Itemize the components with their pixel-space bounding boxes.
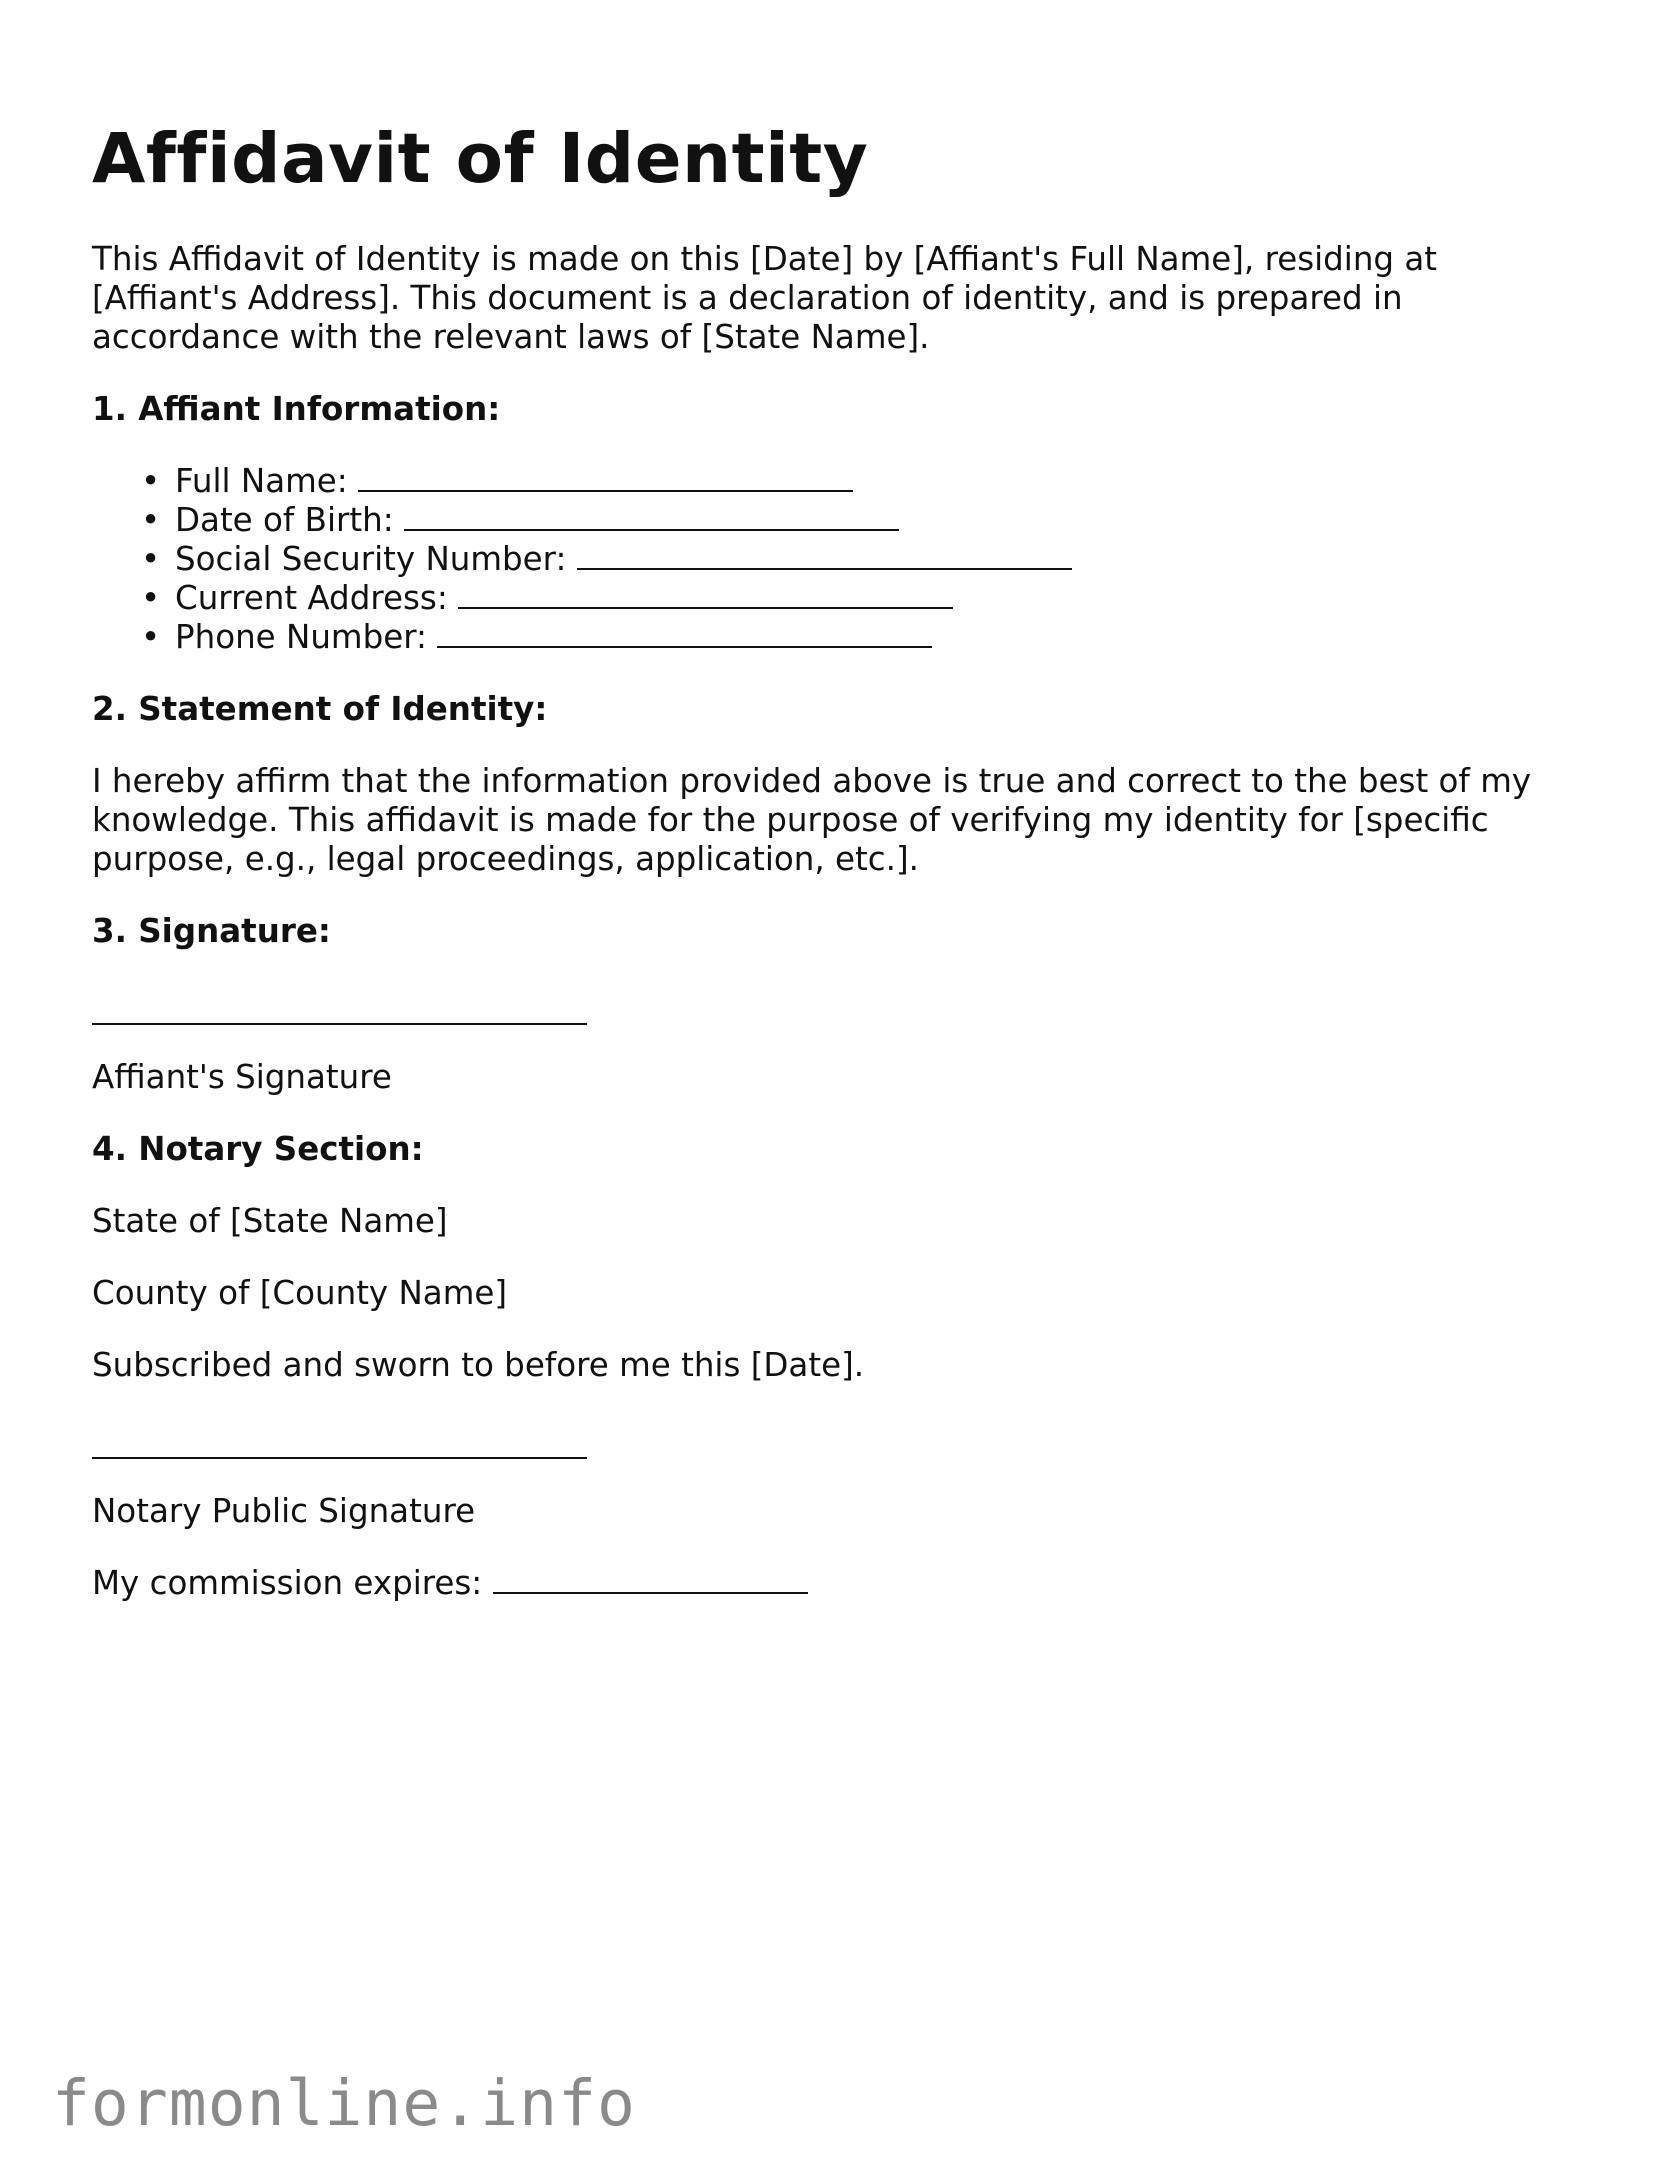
commission-expires-row xyxy=(92,1564,1592,1603)
section-notary-heading: 4. Notary Section: xyxy=(92,1130,424,1168)
phone-number-label: Phone Number: xyxy=(175,618,427,656)
notary-signature-label: Notary Public Signature xyxy=(92,1492,476,1530)
notary-signature-line[interactable] xyxy=(92,1457,587,1459)
current-address-blank[interactable] xyxy=(458,581,953,609)
notary-sworn-statement: Subscribed and sworn to before me this [Date]. xyxy=(92,1346,865,1384)
list-item-ssn xyxy=(92,540,1592,579)
section-statement-heading: 2. Statement of Identity: xyxy=(92,690,548,728)
bullet-icon: • xyxy=(141,462,161,500)
full-name-label: Full Name: xyxy=(175,462,348,500)
commission-expires-label: My commission expires: xyxy=(92,1564,483,1602)
list-item-full-name xyxy=(92,462,1592,501)
bullet-icon: • xyxy=(141,618,161,656)
ssn-label: Social Security Number: xyxy=(175,540,567,578)
notary-county: County of [County Name] xyxy=(92,1274,508,1312)
ssn-blank[interactable] xyxy=(577,542,1072,570)
intro-paragraph: This Affidavit of Identity is made on this [Date] by [Affiant's Full Name], residing at [Affiant's Address]. This document is a declaration of identity, and is prepared in accordance with the relevant laws of [State Name]. xyxy=(92,240,1438,356)
section-signature-heading: 3. Signature: xyxy=(92,912,331,950)
bullet-icon: • xyxy=(141,501,161,539)
document-title: Affidavit of Identity xyxy=(92,119,869,199)
list-item-current-address xyxy=(92,579,1592,618)
commission-expires-blank[interactable] xyxy=(493,1566,808,1594)
full-name-blank[interactable] xyxy=(358,464,853,492)
notary-state: State of [State Name] xyxy=(92,1202,448,1240)
bullet-icon: • xyxy=(141,540,161,578)
list-item-phone-number xyxy=(92,618,1592,657)
date-of-birth-blank[interactable] xyxy=(404,503,899,531)
bullet-icon: • xyxy=(141,579,161,617)
phone-number-blank[interactable] xyxy=(437,620,932,648)
section-affiant-information-heading: 1. Affiant Information: xyxy=(92,390,501,428)
current-address-label: Current Address: xyxy=(175,579,448,617)
affiant-signature-line[interactable] xyxy=(92,1023,587,1025)
affiant-signature-label: Affiant's Signature xyxy=(92,1058,392,1096)
list-item-date-of-birth xyxy=(92,501,1592,540)
watermark-text: formonline.info xyxy=(52,2067,636,2140)
affidavit-document xyxy=(92,118,1592,1603)
statement-paragraph: I hereby affirm that the information provided above is true and correct to the best of my knowledge. This affidavit is made for the purpose of verifying my identity for [specific purpose, e.g., legal proceedings, application, etc.]. xyxy=(92,762,1532,878)
date-of-birth-label: Date of Birth: xyxy=(175,501,394,539)
affiant-information-list xyxy=(92,462,1592,657)
